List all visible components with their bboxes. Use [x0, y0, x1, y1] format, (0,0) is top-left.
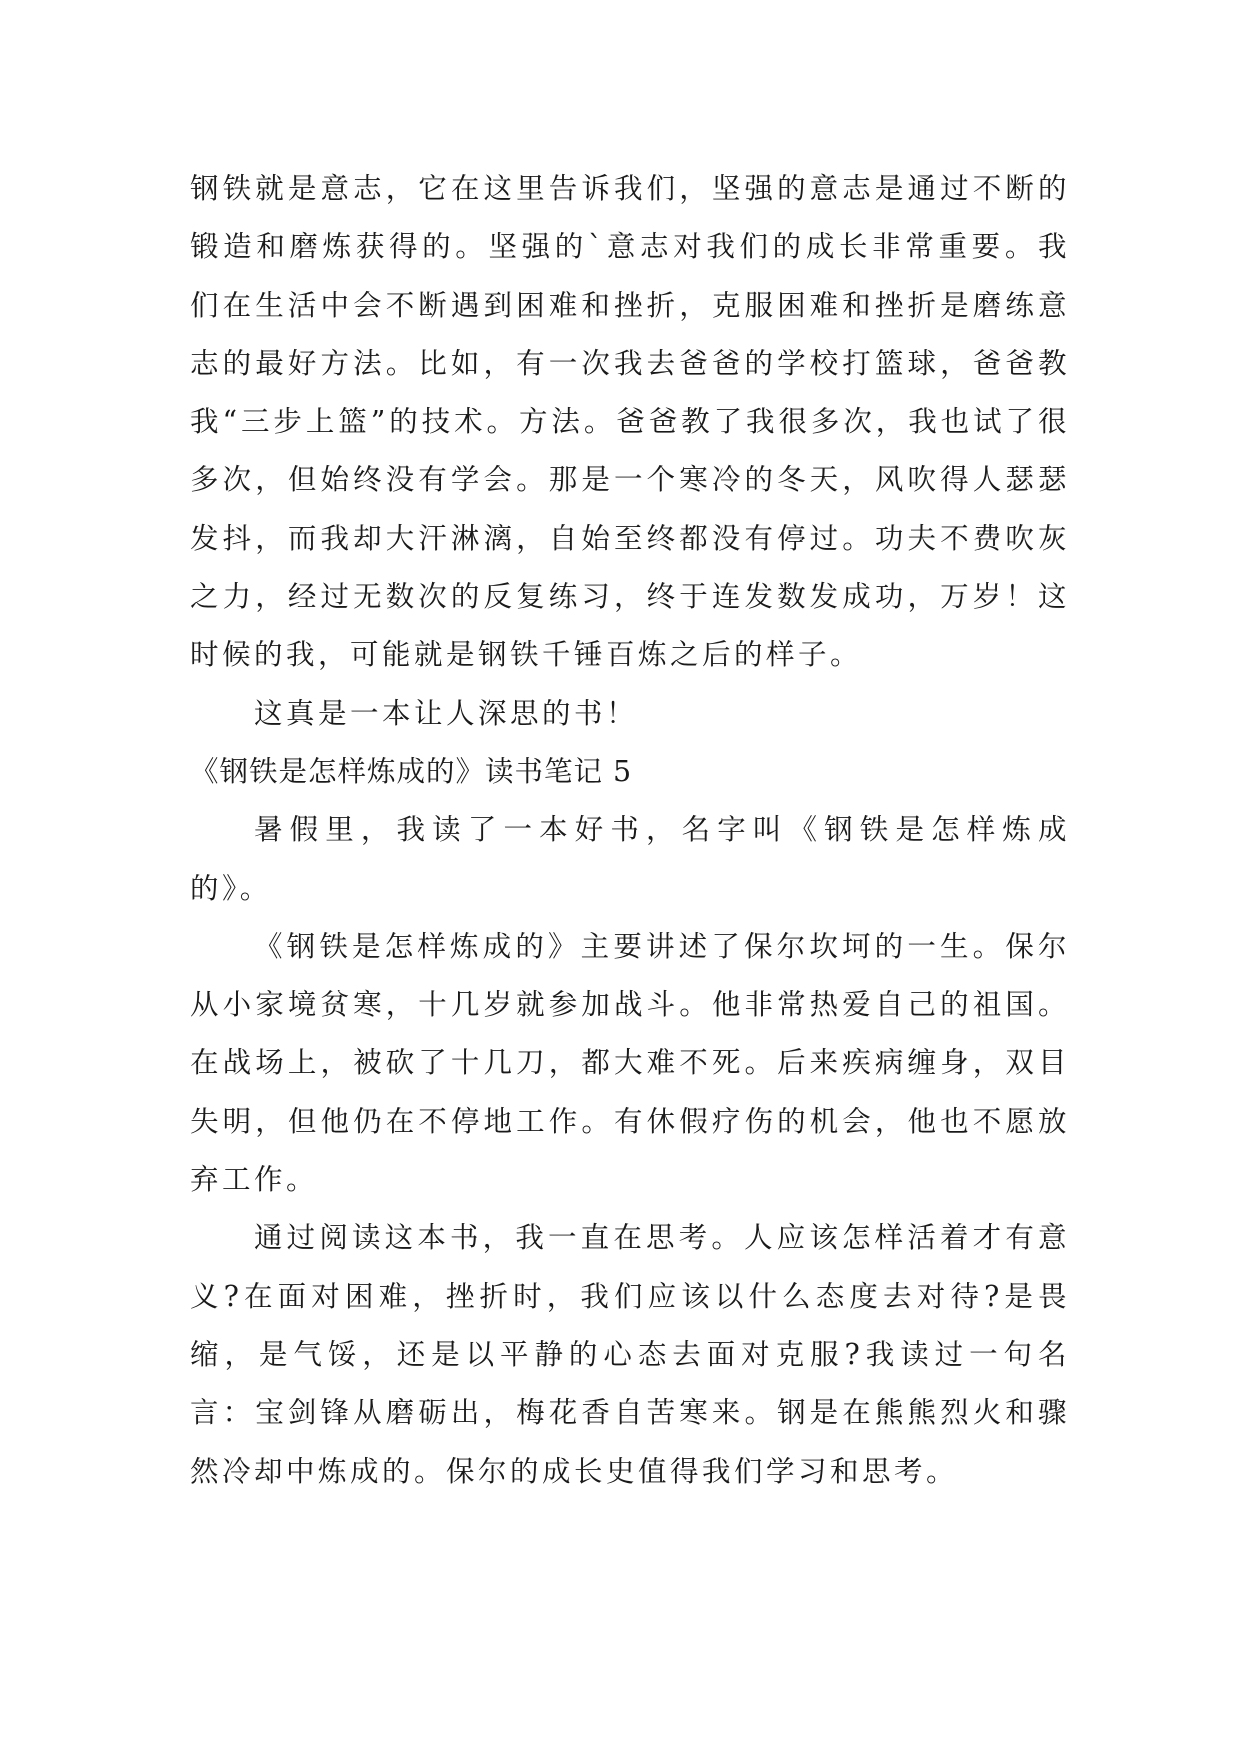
document-body	[190, 160, 1070, 1501]
section-heading: 《钢铁是怎样炼成的》读书笔记 5	[190, 754, 633, 788]
paragraph-book-summary: 《钢铁是怎样炼成的》主要讲述了保尔坎坷的一生。保尔从小家境贫寒，十几岁就参加战斗。他非常热爱自己的祖国。在战场上，被砍了十几刀，都大难不死。后来疾病缠身，双目失明，但他仍在不停地工作。有休假疗伤的机会，他也不愿放弃工作。	[190, 929, 1070, 1197]
paragraph-thoughtful-book: 这真是一本让人深思的书！	[254, 696, 639, 730]
paragraph-will-of-steel: 钢铁就是意志，它在这里告诉我们，坚强的意志是通过不断的锻造和磨炼获得的。坚强的`意志对我们的成长非常重要。我们在生活中会不断遇到困难和挫折，克服困难和挫折是磨练意志的最好方法。比如，有一次我去爸爸的学校打篮球，爸爸教我“三步上篮”的技术。方法。爸爸教了我很多次，我也试了很多次，但始终没有学会。那是一个寒冷的冬天，风吹得人瑟瑟发抖，而我却大汗淋漓，自始至终都没有停过。功夫不费吹灰之力，经过无数次的反复练习，终于连发数发成功，万岁！这时候的我，可能就是钢铁千锤百炼之后的样子。	[190, 172, 1070, 672]
paragraph-summer-reading: 暑假里，我读了一本好书，名字叫《钢铁是怎样炼成的》。	[190, 813, 1070, 905]
paragraph-reflection: 通过阅读这本书，我一直在思考。人应该怎样活着才有意义?在面对困难，挫折时，我们应该以什么态度去对待?是畏缩，是气馁，还是以平静的心态去面对克服?我读过一句名言：宝剑锋从磨砺出，梅花香自苦寒来。钢是在熊熊烈火和骤然冷却中炼成的。保尔的成长史值得我们学习和思考。	[190, 1221, 1070, 1488]
